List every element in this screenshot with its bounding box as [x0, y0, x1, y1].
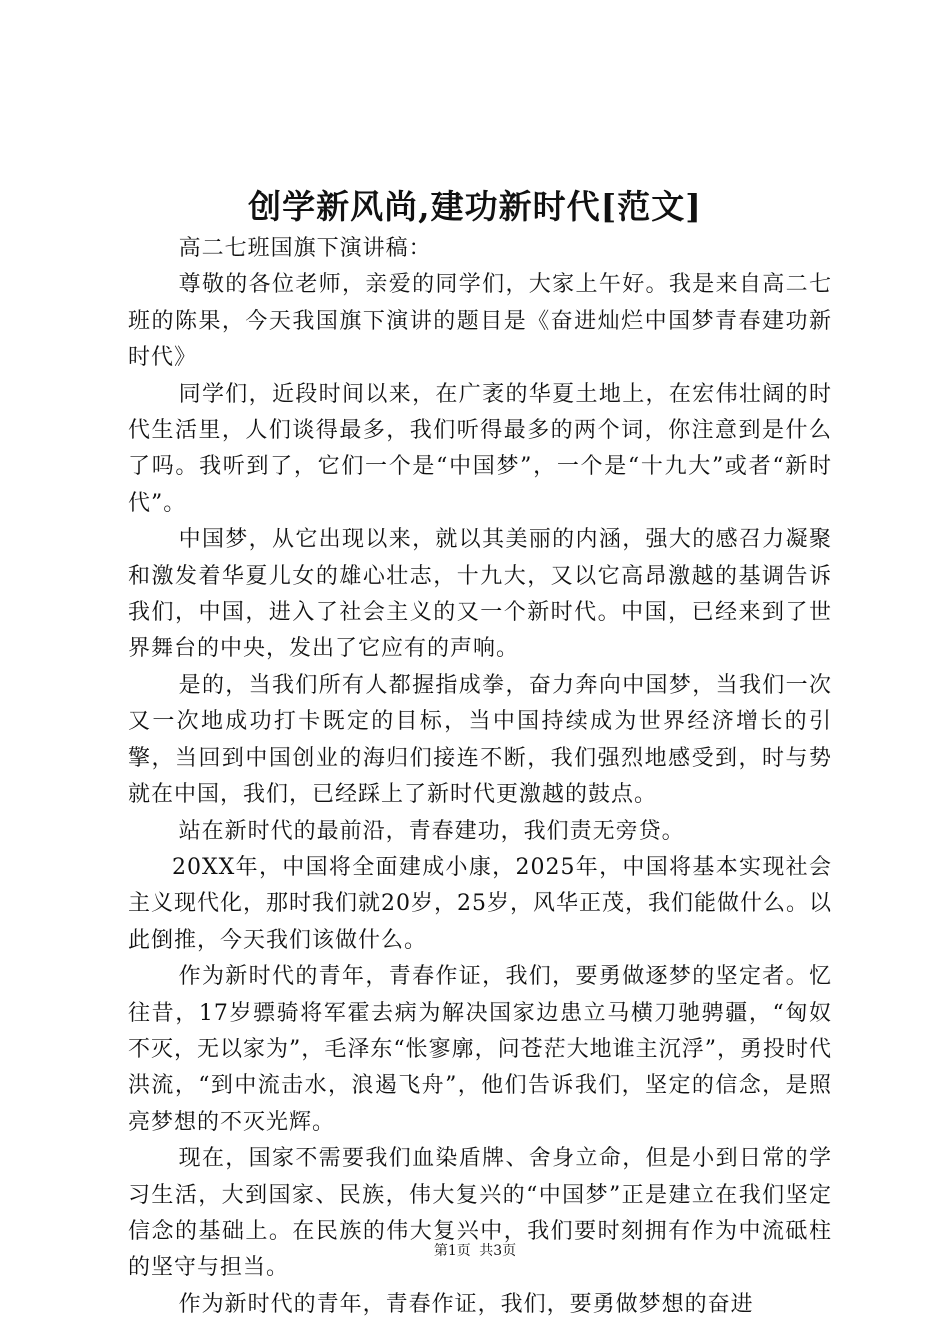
document-body — [128, 231, 832, 1323]
paragraph: 作为新时代的青年，青春作证，我们，要勇做逐梦的坚定者。忆往昔，17岁骠骑将军霍去病为解决国家边患立马横刀驰骋疆，“匈奴不灭，无以家为”，毛泽东“怅寥廓，问苍茫大地谁主沉浮”，勇投时代洪流，“到中流击水，浪遏飞舟”，他们告诉我们，坚定的信念，是照亮梦想的不灭光辉。 — [128, 964, 832, 1135]
paragraph: 站在新时代的最前沿，青春建功，我们责无旁贷。 — [178, 818, 685, 844]
paragraph: 尊敬的各位老师，亲爱的同学们，大家上午好。我是来自高二七班的陈果，今天我国旗下演讲的题目是《奋进灿烂中国梦青春建功新时代》 — [128, 272, 832, 371]
paragraph: 作为新时代的青年，青春作证，我们，要勇做梦想的奋进 — [178, 1291, 754, 1317]
paragraph: 中国梦，从它出现以来，就以其美丽的内涵，强大的感召力凝聚和激发着华夏儿女的雄心壮志，十九大，又以它高昂激越的基调告诉我们，中国，进入了社会主义的又一个新时代。中国，已经来到了世界舞台的中央，发出了它应有的声响。 — [128, 527, 832, 662]
paragraph-subtitle: 高二七班国旗下演讲稿： — [178, 236, 432, 261]
paragraph: 20XX年，中国将全面建成小康，2025年，中国将基本实现社会主义现代化，那时我们就20岁，25岁，风华正茂，我们能做什么。以此倒推，今天我们该做什么。 — [128, 854, 832, 953]
paragraph: 是的，当我们所有人都握指成拳，奋力奔向中国梦，当我们一次又一次地成功打卡既定的目标，当中国持续成为世界经济增长的引擎，当回到中国创业的海归们接连不断，我们强烈地感受到，时与势就在中国，我们，已经踩上了新时代更激越的鼓点。 — [128, 672, 832, 808]
page-number: 第1页 — [433, 1243, 471, 1259]
document-title: 创学新风尚,建功新时代[范文] — [248, 187, 702, 226]
page-total: 共3页 — [479, 1243, 517, 1259]
page-footer — [0, 1241, 950, 1261]
paragraph: 现在，国家不需要我们血染盾牌、舍身立命，但是小到日常的学习生活，大到国家、民族，伟大复兴的“中国梦”正是建立在我们坚定信念的基础上。在民族的伟大复兴中，我们要时刻拥有作为中流砥柱的坚守与担当。 — [128, 1146, 832, 1281]
paragraph: 同学们，近段时间以来，在广袤的华夏土地上，在宏伟壮阔的时代生活里，人们谈得最多，我们听得最多的两个词，你注意到是什么了吗。我听到了，它们一个是“中国梦”，一个是“十九大”或者“新时代”。 — [128, 381, 832, 516]
